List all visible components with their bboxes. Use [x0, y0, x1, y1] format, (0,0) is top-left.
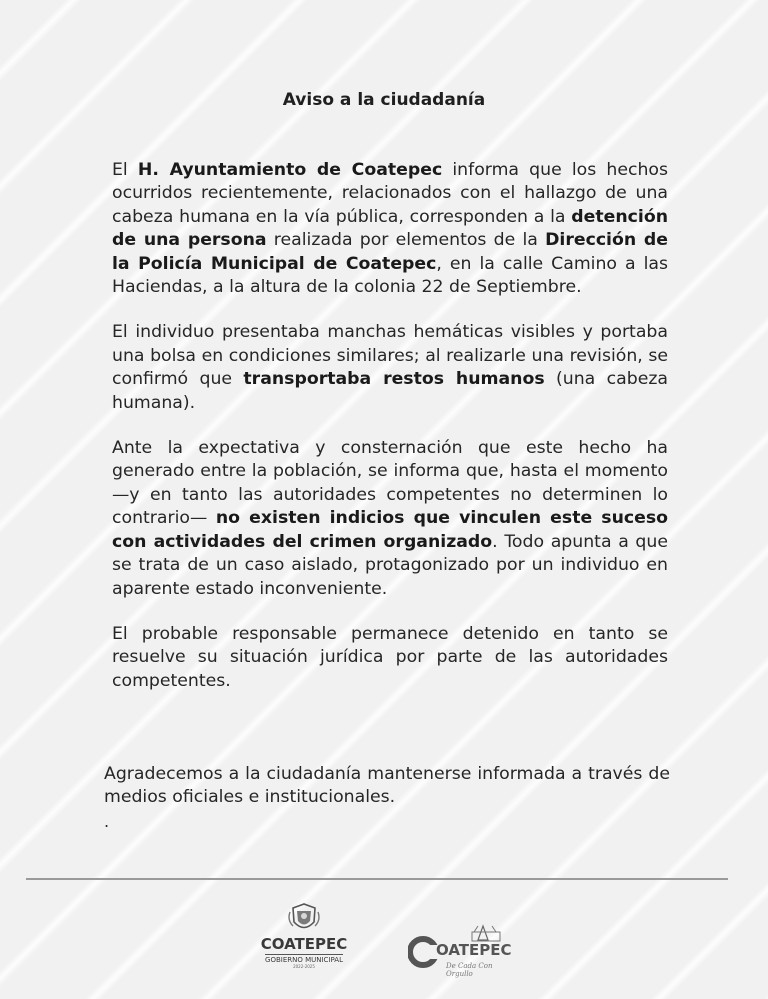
trailing-dot: . [104, 812, 110, 831]
notice-body [112, 159, 668, 715]
government-logo-years: 2022-2025 [293, 964, 315, 969]
paragraph-4: El probable responsable permanece detenido en tanto se resuelve su situación jurídica por parte de las autoridades competentes. [112, 623, 668, 691]
notice-title: Aviso a la ciudadanía [282, 90, 486, 110]
p1-text-1: El [112, 160, 138, 180]
p3-bold-1: no existen indicios que vinculen este suceso con actividades del crimen organizado [112, 508, 668, 552]
p1-bold-3: Dirección de la Policía Municipal de Coatepec [112, 230, 668, 274]
p1-bold-1: H. Ayuntamiento de Coatepec [137, 160, 443, 180]
closing-paragraph: Agradecemos a la ciudadanía mantenerse informada a través de medios oficiales e institucionales. [104, 764, 670, 808]
government-logo-subtitle: GOBIERNO MUNICIPAL [265, 956, 343, 964]
p1-text-4: , en la calle Camino a las Haciendas, a la altura de la colonia 22 de Septiembre. [112, 253, 668, 298]
government-logo [256, 902, 352, 982]
p2-text-1: El individuo presentaba manchas hemáticas visibles y portaba una bolsa en condiciones similares; al realizarle una revisión, se confirmó que [112, 322, 668, 390]
p2-bold-1: transportaba restos humanos [243, 369, 545, 390]
paragraph-2 [112, 321, 668, 415]
coat-of-arms-icon [287, 902, 321, 934]
paragraph-3 [112, 437, 668, 601]
brand-logo [408, 920, 512, 978]
p1-text-3: realizada por elementos de la [266, 230, 546, 251]
brand-logo-tagline: De Cada Con Orgullo [446, 962, 493, 978]
p3-text-1: Ante la expectativa y consternación que este hecho ha generado entre la población, se informa que, hasta el momento —y en tanto las autoridades competentes no determinen lo contrario— [112, 438, 668, 529]
p2-text-2: (una cabeza humana). [112, 369, 668, 413]
paragraph-1 [112, 159, 668, 299]
p1-text-2: informa que los hechos ocurridos recientemente, relacionados con el hallazgo de una cabeza humana en la vía pública, corresponden a la [112, 160, 668, 227]
p1-bold-2: detención de una persona [112, 206, 668, 251]
p3-text-2: . Todo apunta a que se trata de un caso aislado, protagonizado por un individuo en aparente estado inconveniente. [112, 531, 668, 599]
brand-logo-name: OATEPEC [436, 941, 512, 959]
footer-divider [26, 878, 728, 880]
government-logo-name: COATEPEC [260, 935, 348, 953]
